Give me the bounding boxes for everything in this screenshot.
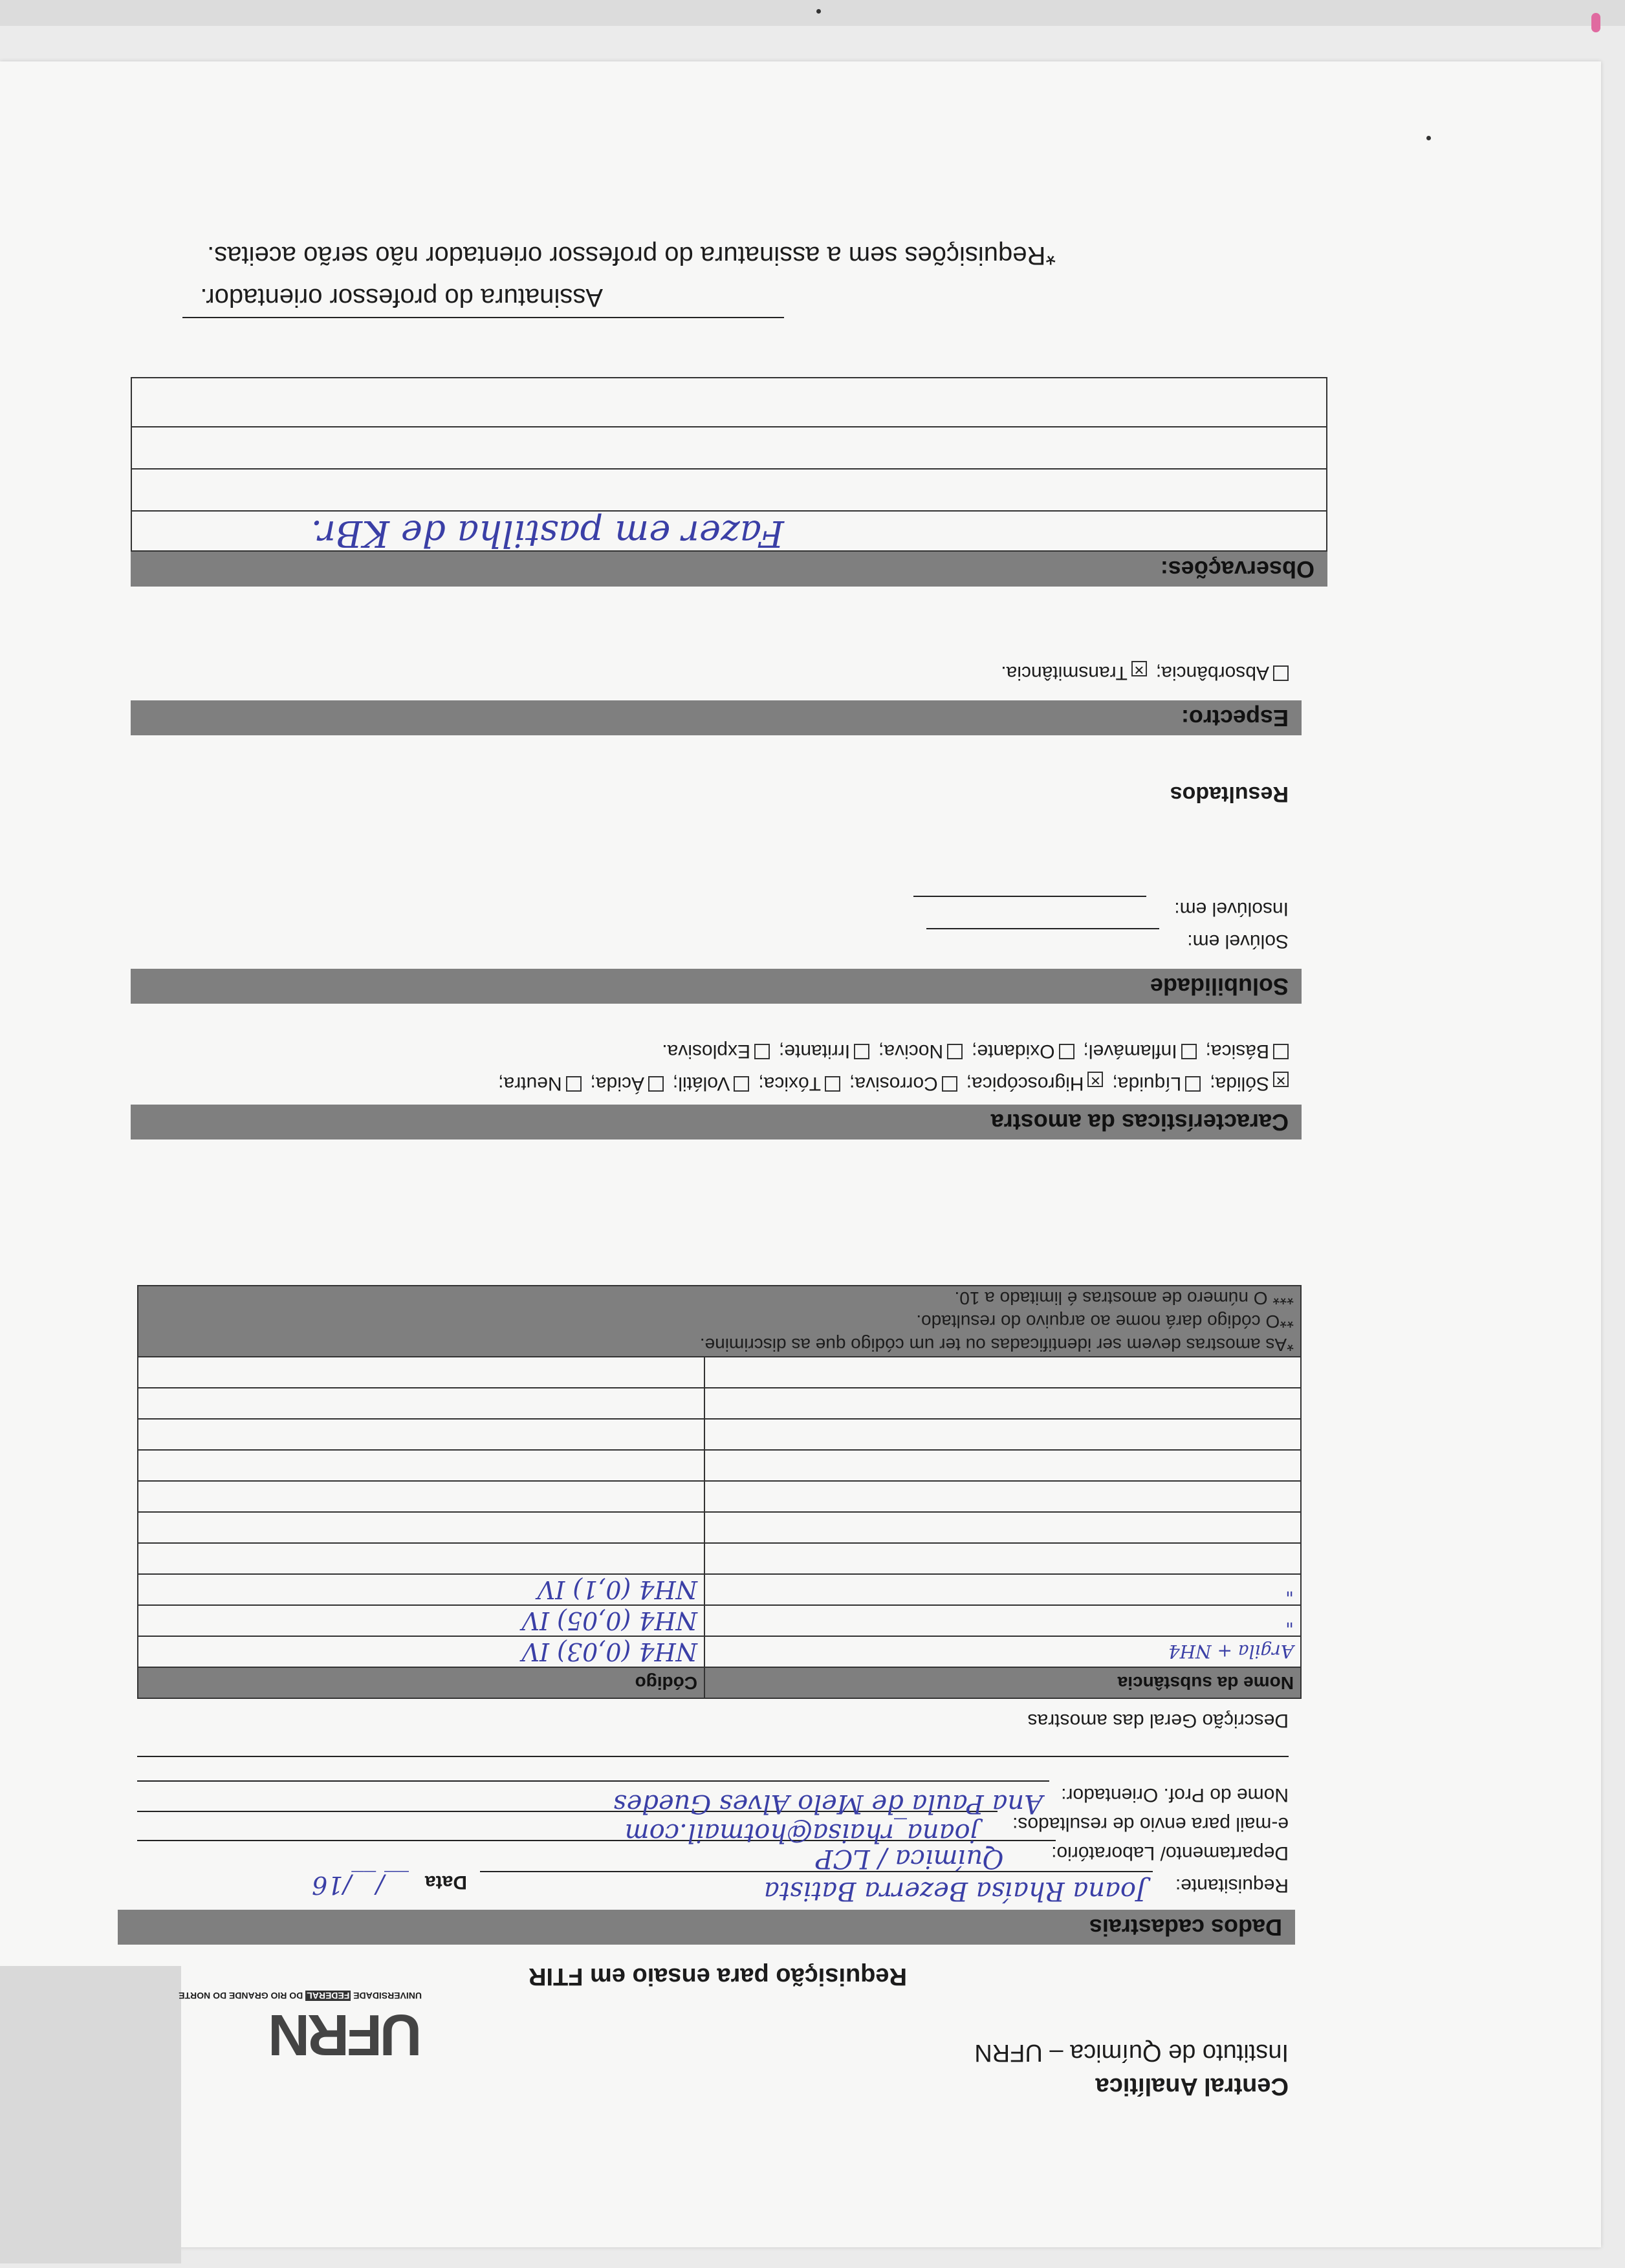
checkbox-icon	[1181, 1044, 1197, 1059]
requisitante-label: Requisitante:	[1175, 1875, 1289, 1896]
departamento-label: Departamento/ Laboratório:	[1051, 1842, 1289, 1864]
checkbox-icon	[854, 1044, 869, 1059]
section-observacoes: Observações:	[131, 552, 1327, 587]
section-espectro: Espectro:	[131, 700, 1302, 735]
checkbox-icon	[648, 1076, 664, 1092]
caracteristica-option	[972, 1041, 1074, 1062]
caracteristica-option	[878, 1041, 963, 1062]
soluvel-line	[926, 928, 1159, 929]
espectro-option	[1156, 662, 1289, 684]
caracteristica-option	[1113, 1073, 1201, 1094]
observacoes-handwritten: Fazer em pastilha de KBr.	[311, 512, 784, 554]
email-label: e-mail para envio de resultados:	[1012, 1813, 1289, 1835]
caracteristica-option	[1206, 1041, 1289, 1062]
caracteristica-option	[779, 1041, 869, 1062]
table-row: " NH4 (0,05) IV	[138, 1605, 1301, 1636]
checked-box-icon	[1273, 1072, 1289, 1087]
signature-label: Assinatura do professor orientador.	[200, 283, 603, 312]
institution-line2: Instituto de Química – UFRN	[974, 2039, 1289, 2066]
blank-line	[137, 1756, 1289, 1757]
checkbox-icon	[1273, 1044, 1289, 1059]
caracteristica-option	[662, 1041, 770, 1062]
orientador-line	[137, 1780, 1049, 1782]
logo-text: UFRN	[270, 2002, 422, 2067]
data-label: Data	[424, 1872, 467, 1893]
checkbox-icon	[942, 1076, 957, 1092]
caracteristica-option-label: Corrosiva;	[849, 1073, 938, 1094]
checkbox-icon	[825, 1076, 840, 1092]
espectro-option-label: Transmitância.	[1001, 662, 1128, 684]
espectro-option	[1001, 662, 1147, 684]
data-value: __/__/16	[312, 1871, 409, 1899]
table-row: " NH4 (0,1) IV	[138, 1574, 1301, 1605]
caracteristicas-line2	[653, 1040, 1289, 1062]
departamento-value: Química / LCP	[815, 1844, 1004, 1874]
caracteristica-option	[1210, 1073, 1289, 1094]
espectro-options	[992, 661, 1289, 684]
footer-warning: *Requisições sem a assinatura do professor orientador não serão aceitas.	[207, 241, 1056, 270]
caracteristica-option	[966, 1073, 1104, 1094]
table-row	[138, 1512, 1301, 1543]
logo-subtitle: UNIVERSIDADE FEDERAL DO RIO GRANDE DO NORTE	[179, 1991, 422, 2001]
checkbox-icon	[566, 1076, 582, 1092]
checkbox-icon	[1059, 1044, 1074, 1059]
institution-line1: Central Analítica	[1095, 2073, 1289, 2100]
caracteristica-option	[758, 1073, 840, 1094]
insoluvel-label: Insolúvel em:	[1174, 898, 1289, 920]
caracteristica-option-label: Nociva;	[878, 1041, 944, 1062]
caracteristicas-line1	[489, 1072, 1289, 1094]
caracteristica-option-label: Volátil;	[672, 1073, 730, 1094]
col-codigo-header: Código	[138, 1667, 704, 1698]
caracteristica-option-label: Tóxica;	[758, 1073, 822, 1094]
caracteristica-option-label: Neutra;	[498, 1073, 562, 1094]
requisitante-value: Joana Rhaísa Bezerra Batista	[763, 1876, 1146, 1906]
caracteristica-option-label: Oxidante;	[972, 1041, 1055, 1062]
soluvel-label: Solúvel em:	[1187, 931, 1289, 952]
caracteristica-option	[849, 1073, 957, 1094]
checkbox-icon	[1185, 1076, 1201, 1092]
table-row	[138, 1357, 1301, 1388]
espectro-option-label: Absorbância;	[1155, 662, 1269, 684]
checked-box-icon	[1088, 1072, 1104, 1087]
checkbox-icon	[734, 1076, 749, 1092]
checked-box-icon	[1131, 661, 1147, 676]
email-value: joana_rhaisa@hotmail.com	[624, 1818, 978, 1848]
caracteristica-option-label: Sólida;	[1210, 1073, 1269, 1094]
section-caracteristicas: Características da amostra	[131, 1105, 1302, 1139]
section-dados-cadastrais: Dados cadastrais	[118, 1910, 1295, 1945]
caracteristica-option-label: Inflamável;	[1083, 1041, 1177, 1062]
table-row: Argila + NH4 NH4 (0,03) IV	[138, 1636, 1301, 1667]
checkbox-icon	[1273, 665, 1289, 681]
amostras-title: Descrição Geral das amostras	[1027, 1710, 1289, 1731]
form-title: Requisição para ensaio em FTIR	[529, 1963, 907, 1990]
caracteristica-option-label: Higroscópica;	[966, 1073, 1084, 1094]
caracteristica-option	[673, 1073, 749, 1094]
caracteristica-option	[1084, 1041, 1197, 1062]
amostras-notes: *As amostras devem ser identificadas ou ter um código que as discrimine. **O código dará nome ao arquivo do resultado. *** O número de amostras é limitado a 10.	[138, 1286, 1301, 1357]
checkbox-icon	[947, 1044, 963, 1059]
insoluvel-line	[913, 896, 1146, 897]
signature-line	[182, 317, 784, 318]
table-row	[138, 1481, 1301, 1512]
caracteristica-option-label: Explosiva.	[662, 1041, 751, 1062]
table-row	[138, 1450, 1301, 1481]
orientador-value: Ana Paula de Melo Alves Guedes	[613, 1789, 1043, 1819]
caracteristica-option-label: Líquida;	[1112, 1073, 1182, 1094]
table-row	[138, 1419, 1301, 1450]
checkbox-icon	[754, 1044, 770, 1059]
table-row	[138, 1388, 1301, 1419]
caracteristica-option	[591, 1073, 664, 1094]
caracteristica-option-label: Ácida;	[590, 1073, 644, 1094]
caracteristica-option-label: Básica;	[1205, 1041, 1269, 1062]
amostras-table	[137, 1285, 1302, 1699]
table-row	[138, 1543, 1301, 1574]
ufrn-logo	[179, 1991, 422, 2068]
col-nome-header: Nome da substância	[704, 1667, 1301, 1698]
caracteristica-option	[498, 1073, 581, 1094]
section-solubilidade: Solubilidade	[131, 969, 1302, 1004]
caracteristica-option-label: Irritante;	[779, 1041, 851, 1062]
orientador-label: Nome do Prof. Orientador:	[1061, 1784, 1289, 1806]
resultados-title: Resultados	[1170, 782, 1289, 806]
